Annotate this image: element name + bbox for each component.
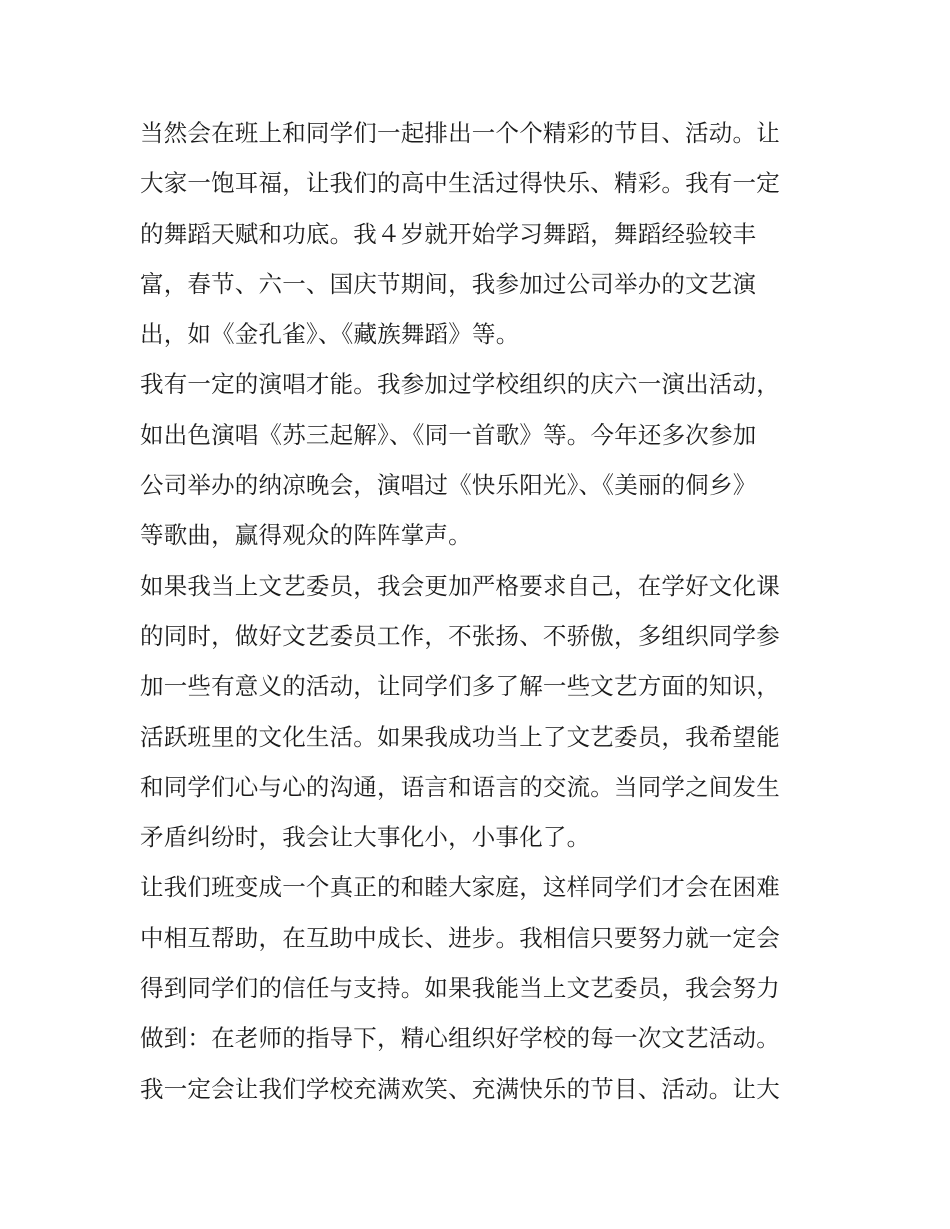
text-line-8: 公司举办的纳凉晚会，演唱过《快乐阳光》、《美丽的侗乡》 — [140, 471, 757, 500]
text-line-20: 我一定会让我们学校充满欢笑、充满快乐的节目、活动。让大 — [140, 1074, 780, 1103]
text-line-6: 我有一定的演唱才能。我参加过学校组织的庆六一演出活动， — [140, 370, 780, 399]
text-line-12: 加一些有意义的活动，让同学们多了解一些文艺方面的知识， — [140, 672, 780, 701]
text-line-4: 富，春节、六一、国庆节期间，我参加过公司举办的文艺演 — [140, 269, 757, 298]
text-line-1: 当然会在班上和同学们一起排出一个个精彩的节目、活动。让 — [140, 119, 780, 147]
text-line-13: 活跃班里的文化生活。如果我成功当上了文艺委员，我希望能 — [140, 722, 780, 751]
text-line-14: 和同学们心与心的沟通，语言和语言的交流。当同学之间发生 — [140, 772, 780, 801]
text-line-10: 如果我当上文艺委员，我会更加严格要求自己，在学好文化课 — [140, 571, 780, 600]
text-line-11: 的同时，做好文艺委员工作，不张扬、不骄傲，多组织同学参 — [140, 621, 780, 650]
text-line-7: 如出色演唱《苏三起解》、《同一首歌》等。今年还多次参加 — [140, 420, 757, 449]
text-line-5: 出，如《金孔雀》、《藏族舞蹈》等。 — [140, 320, 520, 349]
text-line-19: 做到：在老师的指导下，精心组织好学校的每一次文艺活动。 — [140, 1024, 780, 1053]
text-line-3: 的舞蹈天赋和功底。我４岁就开始学习舞蹈，舞蹈经验较丰 — [140, 219, 757, 248]
text-line-9: 等歌曲，赢得观众的阵阵掌声。 — [140, 521, 472, 550]
text-line-17: 中相互帮助，在互助中成长、进步。我相信只要努力就一定会 — [140, 923, 780, 952]
text-line-2: 大家一饱耳福，让我们的高中生活过得快乐、精彩。我有一定 — [140, 169, 780, 198]
body-text — [140, 108, 830, 1114]
text-line-16: 让我们班变成一个真正的和睦大家庭，这样同学们才会在困难 — [140, 873, 780, 902]
text-line-18: 得到同学们的信任与支持。如果我能当上文艺委员，我会努力 — [140, 974, 780, 1003]
text-line-15: 矛盾纠纷时，我会让大事化小，小事化了。 — [140, 823, 591, 852]
